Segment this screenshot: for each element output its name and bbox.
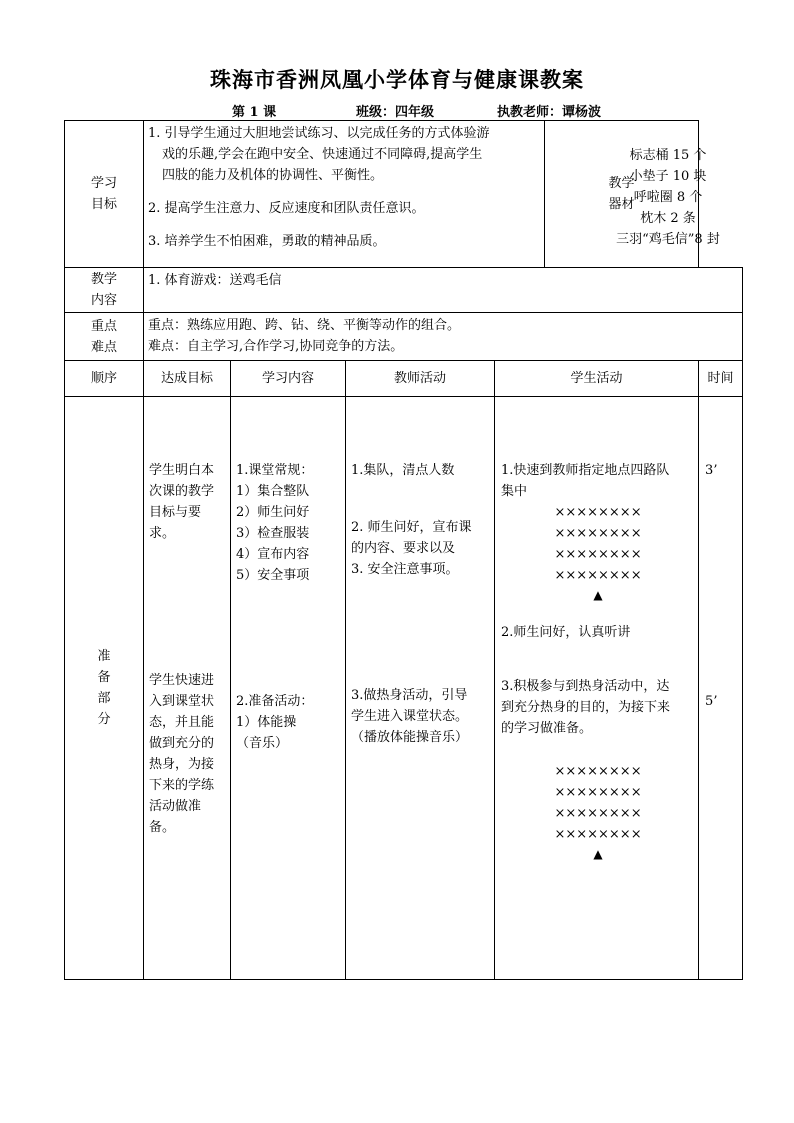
objective-1-line-3: 四肢的能力及机体的协调性、平衡性。 (162, 168, 384, 183)
goal-2-line: 态，并且能 (149, 715, 215, 730)
objectives-cell (144, 121, 545, 268)
header-row (65, 361, 743, 397)
content-label-1: 教学 (90, 272, 117, 287)
equipment-item: 小垫子 10 块 (629, 169, 707, 184)
learning-1-item: 3）检查服装 (236, 526, 310, 541)
keypoints-label-1: 重点 (90, 318, 117, 334)
teacher-2-line: 2. 师生问好，宣布课 (351, 520, 472, 535)
equipment-item: 呼啦圈 8 个 (633, 190, 703, 205)
learning-cell (231, 397, 346, 980)
content-label-2: 内容 (90, 293, 117, 308)
learning-1-title: 1.课堂常规： (236, 463, 314, 478)
objective-2: 2. 提高学生注意力、反应速度和团队责任意识。 (148, 201, 425, 216)
objective-3: 3. 培养学生不怕困难，勇敢的精神品质。 (148, 234, 386, 249)
goal-1-line: 次课的教学 (149, 484, 215, 499)
formation-2 (501, 761, 695, 863)
objective-1-line-2: 戏的乐趣,学会在跑中安全、快速通过不同障碍,提高学生 (162, 147, 483, 162)
learning-2-item: （音乐） (236, 736, 289, 751)
learning-2 (236, 691, 342, 754)
teacher-marker-icon: ▲ (593, 588, 603, 602)
objectives-label-1: 学习 (90, 176, 117, 191)
content-row (65, 268, 743, 313)
formation-row: ×××××××× (554, 827, 642, 842)
learning-1-item: 5）安全事项 (236, 568, 310, 583)
learning-1-item: 2）师生问好 (236, 505, 310, 520)
student-3 (501, 676, 695, 739)
key-point-text: 重点：熟练应用跑、跨、钻、绕、平衡等动作的组合。 (148, 318, 461, 333)
document-title: 珠海市香洲凤凰小学体育与健康课教案 (210, 67, 584, 92)
equipment-item: 三羽“鸡毛信”8 封 (616, 232, 720, 247)
teacher-3 (351, 685, 491, 748)
preparation-row (65, 397, 743, 980)
content-cell (144, 268, 743, 313)
goal-1-line: 学生明白本 (149, 463, 215, 478)
student-2-text: 2.师生问好，认真听讲 (501, 625, 631, 640)
formation-row: ×××××××× (554, 568, 642, 583)
teacher-3-line: 3.做热身活动，引导 (351, 688, 468, 703)
lesson-number: 第 1 课 (232, 105, 277, 120)
header-teacher: 教师活动 (346, 361, 495, 397)
section-name-char-2: 备 (97, 670, 111, 685)
learning-1-item: 4）宣布内容 (236, 547, 310, 562)
header-goal: 达成目标 (144, 361, 231, 397)
equipment-label-1: 教学 (608, 176, 635, 191)
learning-2-title: 2.准备活动： (236, 694, 314, 709)
teacher-3-line: （播放体能操音乐） (351, 730, 469, 745)
section-name (65, 397, 144, 980)
formation-row: ×××××××× (554, 505, 642, 520)
teacher-1-text: 1.集队，清点人数 (351, 463, 455, 478)
goal-2-line: 学生快速进 (149, 673, 215, 688)
formation-row: ×××××××× (554, 806, 642, 821)
teacher-2 (351, 517, 491, 580)
objectives-label (65, 121, 144, 268)
section-name-char-1: 准 (97, 649, 111, 664)
teacher-2-line: 的内容、要求以及 (351, 541, 456, 556)
learning-1 (236, 460, 342, 586)
student-1 (501, 460, 695, 502)
student-3-line: 3.积极参与到热身活动中，达 (501, 679, 670, 694)
equipment-label-2: 器材 (608, 197, 635, 212)
teacher-marker-icon: ▲ (593, 847, 603, 861)
student-3-line: 到充分热身的目的，为接下来 (501, 700, 671, 715)
goal-2 (149, 670, 227, 838)
formation-row: ×××××××× (554, 764, 642, 779)
time-cell (699, 397, 743, 980)
formation-row: ×××××××× (554, 526, 642, 541)
header-learning: 学习内容 (231, 361, 346, 397)
header-time: 时间 (699, 361, 743, 397)
goal-2-line: 备。 (149, 820, 176, 835)
equipment-item: 标志桶 15 个 (629, 148, 707, 163)
student-1-line: 1.快速到教师指定地点四路队 (501, 463, 670, 478)
learning-2-item: 1）体能操 (236, 715, 297, 730)
header-order: 顺序 (65, 361, 144, 397)
learning-1-item: 1）集合整队 (236, 484, 310, 499)
goal-1-line: 目标与要 (149, 505, 202, 520)
keypoints-label-2: 难点 (90, 339, 117, 355)
section-name-char-4: 分 (97, 712, 111, 727)
goal-1 (149, 460, 227, 544)
section-name-char-3: 部 (97, 691, 111, 706)
student-3-line: 的学习做准备。 (501, 721, 593, 736)
goal-2-line: 做到充分的 (149, 736, 215, 751)
equipment-item: 枕木 2 条 (640, 211, 696, 226)
goal-2-line: 活动做准 (149, 799, 202, 814)
student-cell (495, 397, 699, 980)
objective-1-line-1: 1. 引导学生通过大胆地尝试练习、以完成任务的方式体验游 (148, 126, 490, 141)
teacher-cell (346, 397, 495, 980)
time-1: 3’ (705, 463, 718, 478)
header-student: 学生活动 (495, 361, 699, 397)
goal-1-line: 求。 (149, 526, 176, 541)
content-text: 1. 体育游戏：送鸡毛信 (148, 273, 282, 288)
content-label (65, 268, 144, 313)
keypoints-label (65, 313, 144, 361)
equipment-items (595, 145, 741, 250)
formation-row: ×××××××× (554, 547, 642, 562)
objectives-label-2: 目标 (90, 197, 117, 212)
difficulty-text: 难点：自主学习,合作学习,协同竞争的方法。 (148, 339, 404, 354)
student-1-line: 集中 (501, 484, 528, 499)
student-2 (501, 622, 695, 643)
goal-2-line: 下来的学练 (149, 778, 215, 793)
teacher-3-line: 学生进入课堂状态。 (351, 709, 469, 724)
formation-row: ×××××××× (554, 785, 642, 800)
goal-cell (144, 397, 231, 980)
goal-2-line: 入到课堂状 (149, 694, 215, 709)
teacher-2-line: 3. 安全注意事项。 (351, 562, 459, 577)
goal-2-line: 热身，为接 (149, 757, 215, 772)
teacher-1 (351, 460, 491, 481)
formation-1 (501, 502, 695, 604)
teacher-name: 执教老师：谭杨波 (497, 105, 602, 120)
keypoints-row (65, 313, 743, 361)
time-2: 5’ (705, 694, 718, 709)
grade-label: 班级：四年级 (356, 105, 435, 120)
keypoints-cell (144, 313, 743, 361)
